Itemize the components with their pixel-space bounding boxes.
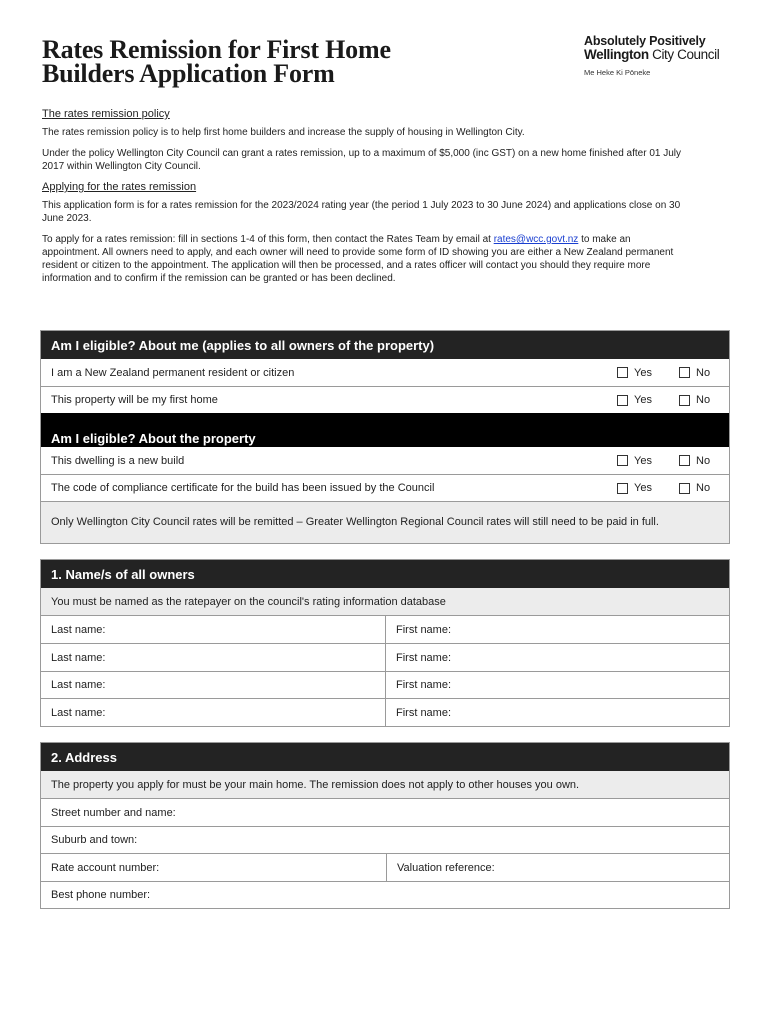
yes-option[interactable] [617, 394, 657, 406]
suburb-label: Suburb and town: [51, 834, 138, 846]
owner-row [41, 643, 729, 671]
no-option[interactable] [679, 482, 719, 494]
no-option[interactable] [679, 367, 719, 379]
logo-line-2 [584, 48, 744, 62]
eligibility-note [41, 501, 729, 543]
first-name-field[interactable] [385, 699, 729, 726]
policy-paragraph-2: Under the policy Wellington City Council can grant a rates remission, up to a maximum of $5,000 (inc GST) on a new home finished after 01 July 2017 within Wellington City Council. [42, 148, 682, 172]
applying-text-end: to make an appointment. All owners need to apply, and each owner will need to provide some form of ID showing you are either a New Zealand permanent resident or citizen to the appointment. The application will then be processed, and a rates officer will contact you should they require more information and to confirm if the remission can be granted or has been declined. [42, 234, 674, 284]
question-new-build [41, 447, 729, 474]
policy-paragraph-1: The rates remission policy is to help first home builders and increase the supply of housing in Wellington City. [42, 127, 525, 138]
owners-note [41, 588, 729, 615]
owners-header: 1. Name/s of all owners [41, 560, 729, 588]
no-label: No [696, 394, 711, 406]
address-note [41, 771, 729, 798]
rate-account-field[interactable] [41, 854, 386, 881]
applying-paragraph-2 [42, 233, 682, 285]
yes-checkbox[interactable] [617, 395, 628, 406]
last-name-label: Last name: [51, 623, 106, 636]
form-title [42, 35, 391, 88]
intro-section [42, 108, 682, 293]
yes-option[interactable] [617, 482, 657, 494]
yes-option[interactable] [617, 455, 657, 467]
owner-row [41, 698, 729, 726]
first-name-field[interactable] [385, 616, 729, 643]
last-name-label: Last name: [51, 706, 106, 719]
owner-row [41, 615, 729, 643]
applying-text-start: To apply for a rates remission: fill in sections 1-4 of this form, then contact the Rates Team by email at [42, 234, 494, 245]
address-section [40, 742, 730, 909]
first-name-label: First name: [396, 623, 452, 636]
last-name-field[interactable] [41, 644, 385, 671]
valuation-label: Valuation reference: [397, 861, 495, 874]
address-note-text: The property you apply for must be your main home. The remission does not apply to other houses you own. [51, 778, 580, 791]
logo-tagline: Me Heke Ki Pōneke [584, 68, 651, 77]
eligibility-note-text: Only Wellington City Council rates will be remitted – Greater Wellington Regional Council rates will still need to be paid in full. [51, 516, 659, 528]
no-checkbox[interactable] [679, 455, 690, 466]
last-name-field[interactable] [41, 672, 385, 698]
question-label: This dwelling is a new build [51, 454, 185, 467]
yes-checkbox[interactable] [617, 483, 628, 494]
no-option[interactable] [679, 455, 719, 467]
title-line-2: Builders Application Form [42, 59, 335, 88]
last-name-label: Last name: [51, 651, 106, 664]
no-option[interactable] [679, 394, 719, 406]
owners-note-text: You must be named as the ratepayer on the council's rating information database [51, 595, 446, 608]
policy-heading: The rates remission policy [42, 108, 170, 120]
title-line-1: Rates Remission for First Home [42, 35, 391, 64]
yes-checkbox[interactable] [617, 455, 628, 466]
yes-option[interactable] [617, 367, 657, 379]
logo-line-1: Absolutely Positively [584, 34, 706, 48]
yes-label: Yes [634, 366, 652, 379]
eligibility-section [40, 330, 730, 544]
question-label: This property will be my first home [51, 394, 218, 406]
yes-label: Yes [634, 454, 652, 467]
last-name-field[interactable] [41, 699, 385, 726]
yes-label: Yes [634, 482, 652, 494]
first-name-field[interactable] [385, 644, 729, 671]
rates-email-link[interactable]: rates@wcc.govt.nz [493, 234, 579, 245]
no-label: No [696, 366, 711, 379]
street-field[interactable] [41, 798, 729, 826]
address-header: 2. Address [41, 743, 729, 771]
applying-heading: Applying for the rates remission [42, 181, 197, 193]
suburb-field[interactable] [41, 826, 729, 853]
no-checkbox[interactable] [679, 395, 690, 406]
question-label: I am a New Zealand permanent resident or citizen [51, 366, 295, 379]
no-checkbox[interactable] [679, 367, 690, 378]
last-name-field[interactable] [41, 616, 385, 643]
street-label: Street number and name: [51, 806, 176, 819]
last-name-label: Last name: [51, 679, 106, 691]
phone-field[interactable] [41, 881, 729, 908]
question-first-home [41, 386, 729, 413]
first-name-label: First name: [396, 706, 452, 719]
logo-wellington: Wellington [584, 47, 649, 62]
no-label: No [696, 482, 711, 494]
logo-city-council: City Council [648, 47, 720, 62]
eligibility-me-header: Am I eligible? About me (applies to all owners of the property) [41, 331, 729, 359]
no-checkbox[interactable] [679, 483, 690, 494]
question-compliance-certificate [41, 474, 729, 501]
phone-label: Best phone number: [51, 889, 151, 901]
council-logo [584, 35, 744, 77]
account-row [41, 853, 729, 881]
owners-section [40, 559, 730, 727]
first-name-label: First name: [396, 679, 452, 691]
question-label: The code of compliance certificate for the build has been issued by the Council [51, 482, 435, 494]
first-name-field[interactable] [385, 672, 729, 698]
no-label: No [696, 454, 711, 467]
eligibility-property-header: Am I eligible? About the property [41, 413, 729, 447]
yes-checkbox[interactable] [617, 367, 628, 378]
valuation-field[interactable] [386, 854, 729, 881]
question-nz-resident [41, 359, 729, 386]
yes-label: Yes [634, 394, 652, 406]
rate-account-label: Rate account number: [51, 861, 160, 874]
applying-paragraph-1: This application form is for a rates remission for the 2023/2024 rating year (the period 1 July 2023 to 30 June 2024) and applications close on 30 June 2023. [42, 200, 681, 224]
first-name-label: First name: [396, 651, 452, 664]
owner-row [41, 671, 729, 698]
